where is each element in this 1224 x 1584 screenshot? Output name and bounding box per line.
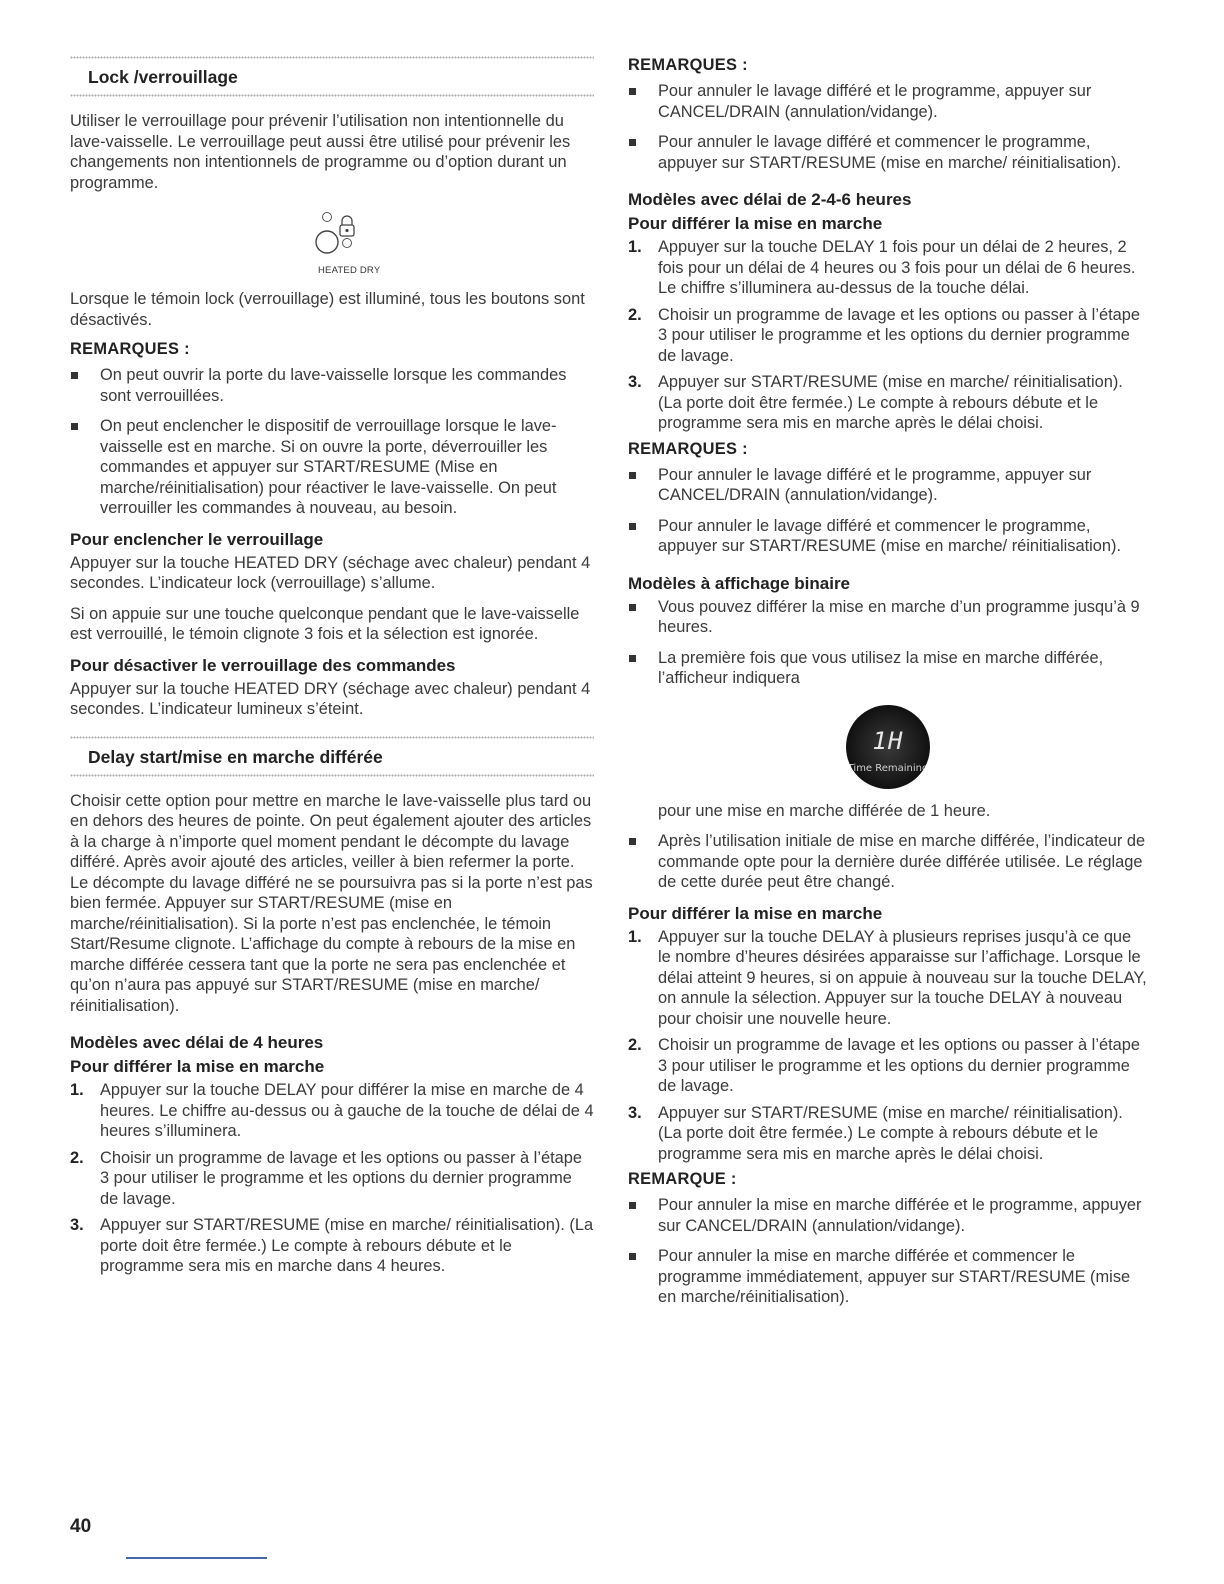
delay-intro: Choisir cette option pour mettre en marche le lave-vaisselle plus tard ou en dehors des heures de pointe. On peut également ajouter des articles à la charge à n’importe quel moment pendant le décompte du lavage différé. Après avoir ajouté des articles, veiller à bien refermer la porte. Le décompte du lavage différé ne se poursuivra pas si la porte n’est pas bien fermée. Appuyer sur START/RESUME (mise en marche/réinitialisation). Si la porte n’est pas enclenchée, le témoin Start/Resume clignote. L’affichage du compte à rebours de la mise en marche différée cessera tant que la porte ne sera pas enclenchée et qu’on n’aura pas appuyé sur START/RESUME (mise en marche/ réinitialisation). bbox=[70, 791, 593, 1015]
disable-lock-text: Appuyer sur la touche HEATED DRY (séchage avec chaleur) pendant 4 secondes. L’indicateur lumineux s’éteint. bbox=[70, 679, 591, 718]
engage-lock-title: Pour enclencher le verrouillage bbox=[70, 529, 324, 549]
models-4h-title: Modèles avec délai de 4 heures bbox=[70, 1033, 324, 1052]
list-item: 3. Appuyer sur START/RESUME (mise en marche/ réinitialisation). (La porte doit être fermée.) Le compte à rebours débute et le programme sera mis en marche après le délai choisi. bbox=[628, 1103, 1123, 1163]
right-column bbox=[628, 56, 1148, 1318]
disable-lock-title: Pour désactiver le verrouillage des commandes bbox=[70, 655, 456, 675]
engage-lock-text-1: Appuyer sur la touche HEATED DRY (séchage avec chaleur) pendant 4 secondes. L’indicateur lock (verrouillage) s’allume. bbox=[70, 553, 591, 592]
delay-section-title: Delay start/mise en marche différée bbox=[88, 746, 383, 767]
list-item: On peut enclencher le dispositif de verrouillage lorsque le lave-vaisselle est en marche. Si on ouvre la porte, déverrouiller les commandes et appuyer sur START/RESUME (Mise en marche/réinitialisation) pour réactiver le lave-vaisselle. On peut verrouiller les commandes à nouveau, au besoin. bbox=[70, 416, 594, 519]
list-item: Pour annuler le lavage différé et le programme, appuyer sur CANCEL/DRAIN (annulation/vidange). bbox=[628, 81, 1148, 122]
models-246h-title: Modèles avec délai de 2-4-6 heures bbox=[628, 190, 912, 209]
left-column bbox=[70, 56, 594, 1283]
list-item: La première fois que vous utilisez la mise en marche différée, l’afficheur indiquera bbox=[628, 648, 1148, 689]
after-display-text: pour une mise en marche différée de 1 heure. bbox=[658, 801, 991, 820]
list-item: 1. Appuyer sur la touche DELAY pour différer la mise en marche de 4 heures. Le chiffre au-dessus ou à gauche de la touche de délai de 4 heures s’illuminera. bbox=[70, 1081, 594, 1140]
list-item: Pour annuler le lavage différé et commencer le programme, appuyer sur START/RESUME (mise en marche/ réinitialisation). bbox=[628, 132, 1148, 173]
list-item: 2. Choisir un programme de lavage et les options ou passer à l’étape 3 pour utiliser le programme et les options du dernier programme de lavage. bbox=[628, 1036, 1140, 1095]
models-246h-subtitle: Pour différer la mise en marche bbox=[628, 214, 883, 233]
dotted-rule bbox=[70, 94, 594, 97]
heated-dry-caption: HEATED DRY bbox=[318, 265, 381, 276]
list-item: 3. Appuyer sur START/RESUME (mise en marche/ réinitialisation). (La porte doit être fermée.) Le compte à rebours débute et le programme sera mis en marche après le délai choisi. bbox=[628, 373, 1123, 432]
list-item: On peut ouvrir la porte du lave-vaisselle lorsque les commandes sont verrouillées. bbox=[70, 365, 594, 406]
lock-after-figure: Lorsque le témoin lock (verrouillage) est illuminé, tous les boutons sont désactivés. bbox=[70, 290, 585, 329]
remarks-label: REMARQUES : bbox=[628, 56, 748, 74]
page-number: 40 bbox=[70, 1516, 92, 1537]
remarks-list bbox=[628, 81, 1148, 173]
binary-list-continued bbox=[628, 831, 1148, 893]
models-4h-subtitle: Pour différer la mise en marche bbox=[70, 1057, 325, 1076]
delay-section-header bbox=[70, 736, 594, 777]
remarks-label: REMARQUES : bbox=[628, 439, 748, 458]
list-item: 2. Choisir un programme de lavage et les options ou passer à l’étape 3 pour utiliser le programme et les options du dernier programme de lavage. bbox=[70, 1148, 582, 1208]
list-item: Après l’utilisation initiale de mise en marche différée, l’indicateur de commande opte pour la dernière durée différée utilisée. Le réglage de cette durée peut être changé. bbox=[628, 831, 1148, 893]
list-item: Pour annuler la mise en marche différée et le programme, appuyer sur CANCEL/DRAIN (annulation/vidange). bbox=[628, 1195, 1148, 1236]
list-item: 1. Appuyer sur la touche DELAY 1 fois pour un délai de 2 heures, 2 fois pour un délai de 4 heures ou 3 fois pour un délai de 6 heures. Le chiffre s’illuminera au-dessus de la touche délai. bbox=[628, 238, 1136, 297]
time-remaining-display bbox=[846, 705, 930, 789]
engage-lock-text-2: Si on appuie sur une touche quelconque pendant que le lave-vaisselle est verrouillé, le témoin clignote 3 fois et la sélection est ignorée. bbox=[70, 604, 580, 643]
binary-delay-steps bbox=[628, 927, 1148, 1165]
list-item: 2. Choisir un programme de lavage et les options ou passer à l’étape 3 pour utiliser le programme et les options du dernier programme de lavage. bbox=[628, 305, 1140, 365]
models-4h-steps bbox=[70, 1080, 594, 1277]
display-figure bbox=[628, 699, 1148, 797]
display-label: Time Remaining bbox=[847, 762, 929, 774]
list-item: Pour annuler la mise en marche différée et commencer le programme immédiatement, appuyer sur START/RESUME (mise en marche/réinitialisation). bbox=[628, 1246, 1148, 1308]
list-item: 1. Appuyer sur la touche DELAY à plusieurs reprises jusqu’à ce que le nombre d’heures désirées apparaisse sur l’affichage. Lorsque le délai atteint 9 heures, si on appuie à nouveau sur la touche DELAY, on annule la sélection. Appuyer sur la touche DELAY à nouveau pour choisir une nouvelle heure. bbox=[628, 927, 1147, 1028]
list-item: Pour annuler le lavage différé et commencer le programme, appuyer sur START/RESUME (mise en marche/ réinitialisation). bbox=[628, 516, 1148, 557]
binary-list bbox=[628, 597, 1148, 689]
lock-indicator-figure bbox=[295, 203, 405, 283]
display-value: 1H bbox=[872, 726, 904, 755]
lock-indicator-icon bbox=[295, 203, 405, 265]
binary-models-title: Modèles à affichage binaire bbox=[628, 573, 851, 593]
remark-label: REMARQUE : bbox=[628, 1170, 737, 1188]
lock-intro: Utiliser le verrouillage pour prévenir l’utilisation non intentionnelle du lave-vaisselle. Le verrouillage peut aussi être utilisé pour prévenir les changements non intentionnels de programme ou d’option durant un programme. bbox=[70, 112, 571, 192]
list-item: Pour annuler le lavage différé et le programme, appuyer sur CANCEL/DRAIN (annulation/vidange). bbox=[628, 465, 1148, 506]
lock-remarks-list bbox=[70, 365, 594, 519]
lock-section-title: Lock /verrouillage bbox=[88, 67, 238, 87]
list-item: 3. Appuyer sur START/RESUME (mise en marche/ réinitialisation). (La porte doit être fermée.) Le compte à rebours débute et le programme sera mis en marche dans 4 heures. bbox=[70, 1216, 594, 1275]
list-item: Vous pouvez différer la mise en marche d’un programme jusqu’à 9 heures. bbox=[628, 597, 1148, 638]
dotted-rule bbox=[70, 774, 594, 777]
remark-list bbox=[628, 1195, 1148, 1308]
binary-delay-subtitle: Pour différer la mise en marche bbox=[628, 903, 883, 923]
remarks-label: REMARQUES : bbox=[70, 340, 190, 358]
lock-section-header bbox=[70, 56, 594, 97]
remarks-list bbox=[628, 465, 1148, 557]
models-246h-steps bbox=[628, 237, 1148, 434]
footer-rule bbox=[126, 1557, 267, 1559]
